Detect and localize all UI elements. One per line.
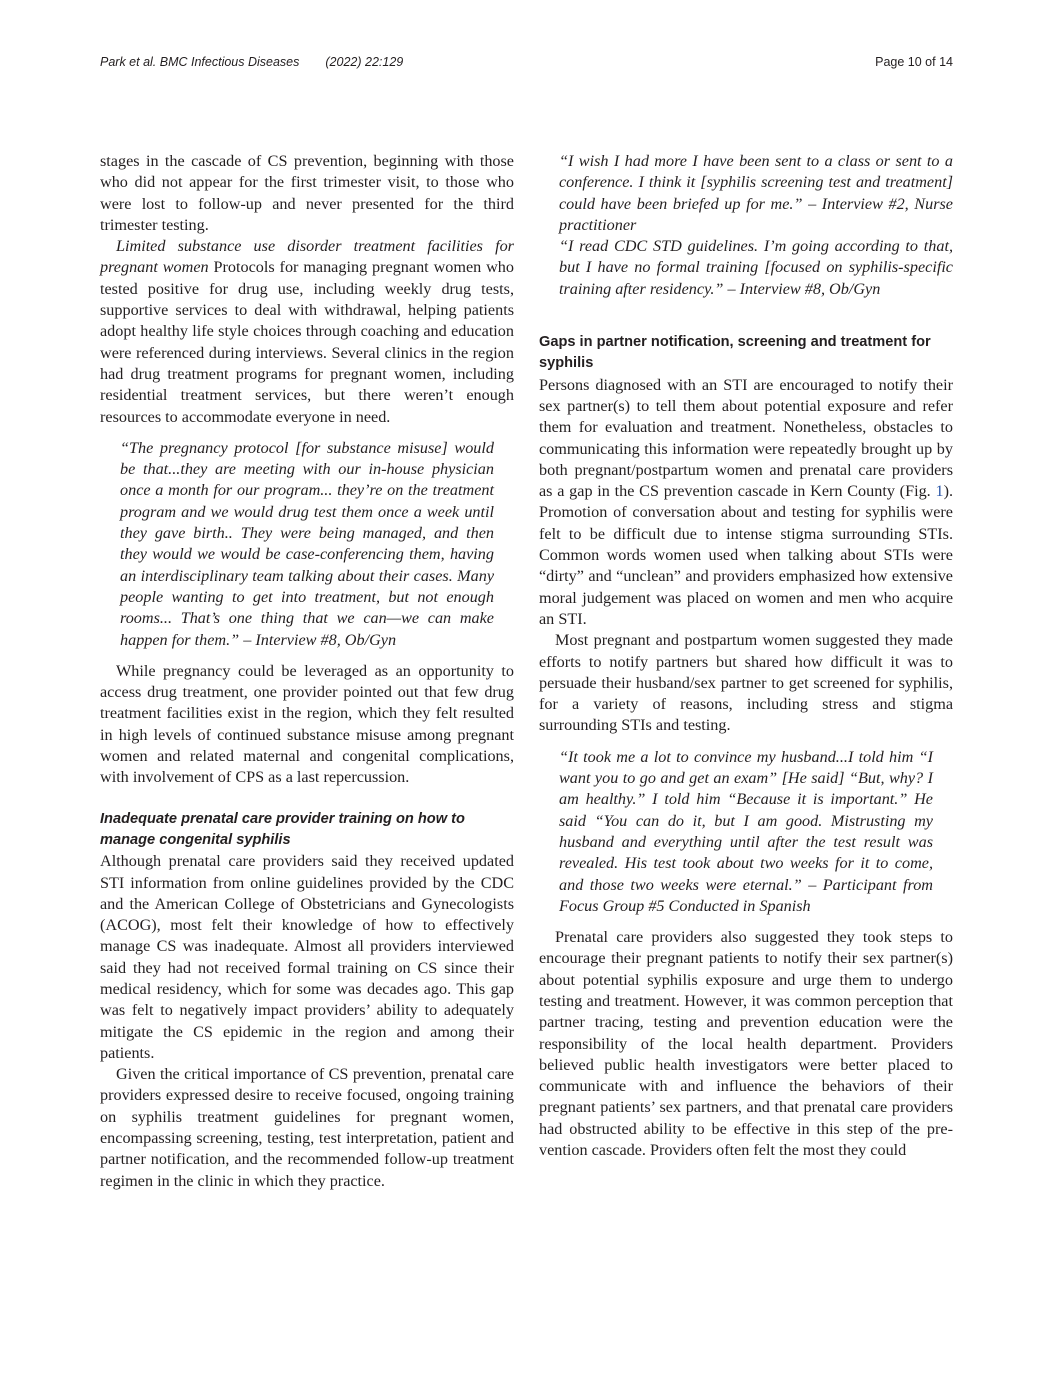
paragraph-text: Persons diagnosed with an STI are encouraged to notify their sex partner(s) to tell them about potential exposure and refer them for evaluation and treatment. Nonetheless, obstacles to communicating this information were repeatedly brought up by both pregnant/postpartum women and prenatal care providers as a gap in the CS prevention cascade in Kern County (Fig. [539,375,953,501]
paragraph: Given the critical importance of CS prevention, prenatal care providers expressed desire to receive focused, ongoing training on syphilis treatment guidelines for pregnant women, encompassing screening, testing, test interpretation, patient and partner notification, and the recommended follow-up treatment regimen in the clinic in which they practice. [100,1065,514,1190]
runin-heading: Limited substance use disorder treatment facilities for pregnant women [100,237,514,277]
paragraph: Most pregnant and postpartum women suggested they made efforts to notify partners but shared how difficult it was to persuade their husband/sex partner to get screened for syphilis, for a variety of reasons, including stress and stigma surrounding STIs and testing. [539,631,953,735]
running-header [100,55,953,75]
paragraph: Prenatal care providers also suggested they took steps to encourage their pregnant patients to notify their sex partner(s) about potential syphilis exposure and urge them to undergo testing and treatment. However, it was common perception that partner tracing, testing and prevention education were the responsibility of the local health department. Providers believed public health investigators were better placed to communicate with and influence the behaviors of their pregnant patients’ sex partners, and that prenatal care providers had obstructed ability to be effective in this step of the prevention cascade. Providers often felt the most they could [539,928,953,1160]
block-quote: “I read CDC STD guidelines. I’m going according to that, but I have no formal training [focused on syphilis-specific training after residency.” – Interview #8, Ob/Gyn [559,237,953,298]
paragraph-text: ). Promotion of conversation about and testing for syphilis were felt to be difficult due to intense stigma surrounding STIs. Common words women used when talking about STIs were “dirty” and “unclean” and providers emphasized how extensive moral judgement was placed on women and men who acquire an STI. [539,482,953,628]
journal-year-volume: (2022) 22:129 [325,55,404,69]
journal-name: Park et al. BMC Infectious Diseases [100,55,300,69]
paragraph-text: Protocols for managing pregnant women who tested positive for drug use, including weekly drug tests, supportive services to deal with withdrawal, helping patients adopt healthy life style choices through coaching and education were referenced during interviews. Several clinics in the region had drug treatment programs for pregnant women, including residential treatment services, but there weren’t enough resources to accommodate everyone in need. [100,258,514,426]
section-heading: Gaps in partner notification, screening and treatment for syphilis [539,334,931,372]
block-quote: “I wish I had more I have been sent to a class or sent to a conference. I think it [syphilis screening test and treatment] could have been briefed up for me.” – Interview #2, Nurse practitioner [559,152,953,234]
journal-citation [100,55,403,69]
block-quote: “The pregnancy protocol [for substance misuse] would be that...they are meeting with our in-house physician once a month for our program... they’re on the treatment program and we would drug test them once a week until they gave birth.. They were being managed, and then they would we would be case-conferencing them, having an interdisciplinary team talking about their cases. Many people wanting to get into treatment, but not enough rooms... That’s one thing that we can—we can make happen for them.” – Interview #8, Ob/Gyn [120,438,494,649]
paragraph: Although prenatal care providers said they received updated STI information from online guidelines provided by the CDC and the American College of Obstetricians and Gynecologists (ACOG), most felt their knowledge of how to effectively manage CS was inadequate. Almost all providers interviewed said they had not received formal training on CS since their medical residency, which for some was decades ago. This gap was felt to negatively impact providers’ ability to adequately mitigate the CS epidemic in the region and among their patients. [100,852,514,1062]
block-quote: “It took me a lot to convince my husband...I told him “I want you to go and get an exam” [He said] “But, why? I am healthy.” I told him “Because it is important.” He said “You can do it, but I am good. Mistrusting my husband and everything until after the test result was revealed. His test took about two weeks for it to come, and those two weeks were eternal.” – Participant from Focus Group #5 Conducted in Spanish [559,747,933,915]
right-column [539,151,953,1161]
paragraph: While pregnancy could be leveraged as an opportunity to access drug treatment, one provider pointed out that few drug treatment facilities exist in the region, which they felt resulted in high levels of continued substance misuse among pregnant women and related maternal and congenital complications, with involvement of CPS as a last repercussion. [100,661,514,787]
page-number: Page 10 of 14 [875,55,953,69]
left-column [100,151,514,1192]
paragraph-substance-use [100,236,514,428]
paragraph-partner-notification [539,375,953,631]
section-heading: Inadequate prenatal care provider training on how to manage congenital syphilis [100,810,465,848]
paragraph: stages in the cascade of CS prevention, beginning with those who did not appear for the first trimester visit, to those who were lost to follow-up and never presented for the third trimester testing. [100,152,514,234]
figure-link[interactable]: 1 [935,482,944,501]
